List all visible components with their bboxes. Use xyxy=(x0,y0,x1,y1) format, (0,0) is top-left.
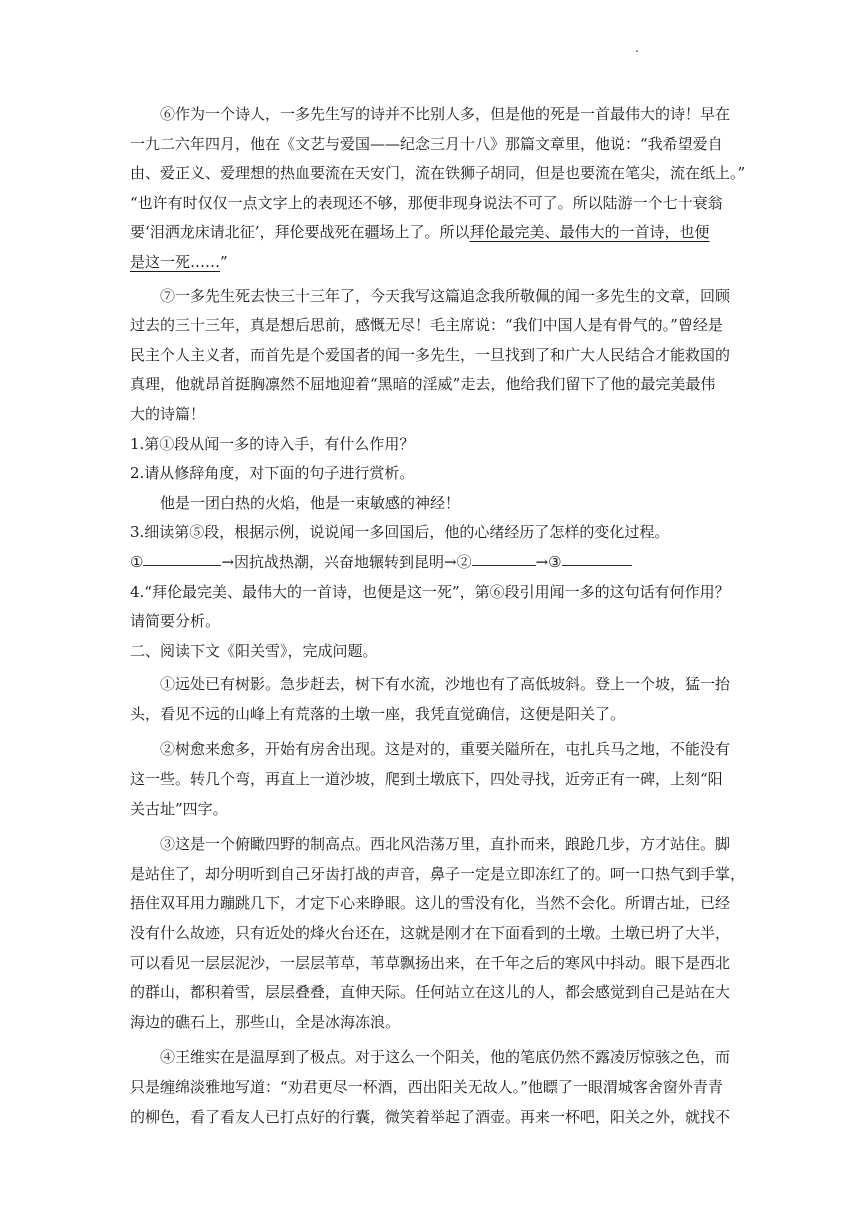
text-line: 的柳色，看了看友人已打点好的行囊，微笑着举起了酒壶。再来一杯吧，阳关之外，就找不 xyxy=(130,1107,731,1126)
answer-label-3: →③ xyxy=(535,552,562,571)
paragraph-7 xyxy=(130,282,732,430)
text-line: 是站住了，却分明听到自己牙齿打战的声音，鼻子一定是立即冻红了的。呵一口热气到手掌， xyxy=(130,864,746,883)
question-4-cont: 请简要分析。 xyxy=(130,612,221,631)
question-2-quote: 他是一团白热的火焰，他是一束敏感的神经！ xyxy=(160,493,461,512)
paragraph-6 xyxy=(130,100,746,278)
underlined-quote: 是这一死…… xyxy=(130,252,221,271)
text-line: 由、爱正义、爱理想的热血要流在天安门，流在铁狮子胡同，但是也要流在笔尖，流在纸上。” xyxy=(130,164,746,183)
text-line: 大的诗篇！ xyxy=(130,404,206,423)
s2-paragraph-4 xyxy=(130,1043,732,1132)
text-line: 一九二六年四月，他在《文艺与爱国——纪念三月十八》那篇文章里，他说：“我希望爱自 xyxy=(130,134,723,153)
text-line: 海边的礁石上，那些山，全是冰海冻浪。 xyxy=(130,1012,401,1031)
question-4: 4.“拜伦最完美、最伟大的一首诗，也便是这一死”，第⑥段引用闻一多的这句话有何作用？ xyxy=(130,582,730,601)
text-line: 关古址”四字。 xyxy=(130,799,228,818)
text-line: 头，看见不远的山峰上有荒落的土墩一座，我凭直觉确信，这便是阳关了。 xyxy=(130,704,626,723)
question-2: 2.请从修辞角度，对下面的句子进行赏析。 xyxy=(130,464,415,483)
text-segment: 要‘泪洒龙床请北征’，拜伦要战死在疆场上了。所以 xyxy=(130,223,470,242)
text-line: ④王维实在是温厚到了极点。对于这么一个阳关，他的笔底仍然不露凌厉惊骇之色，而 xyxy=(160,1048,731,1067)
text-line: 真理，他就昂首挺胸凛然不屈地迎着“黑暗的淫威”走去，他给我们留下了他的最完美最伟 xyxy=(130,375,716,394)
question-3: 3.细读第⑤段，根据示例，说说闻一多回国后，他的心绪经历了怎样的变化过程。 xyxy=(130,523,670,542)
text-line: 只是缠绵淡雅地写道：“劝君更尽一杯酒，西出阳关无故人。”他瞟了一眼渭城客舍窗外青青 xyxy=(130,1078,723,1096)
text-line xyxy=(130,218,732,248)
question-3-answer-line xyxy=(130,548,732,578)
text-line: 可以看见一层层泥沙，一层层苇草，苇草飘扬出来，在千年之后的寒风中抖动。眼下是西北 xyxy=(130,953,731,972)
text-line: 没有什么故迹，只有近处的烽火台还在，这就是刚才在下面看到的土墩。土墩已坍了大半， xyxy=(130,924,731,943)
text-line: ⑥作为一个诗人，一多先生写的诗并不比别人多，但是他的死是一首最伟大的诗！早在 xyxy=(160,105,731,123)
answer-label-1: ① xyxy=(130,552,144,571)
question-list xyxy=(130,430,732,637)
page-dot-mark xyxy=(636,50,638,52)
section-heading: 二、阅读下文《阳关雪》，完成问题。 xyxy=(130,641,378,660)
text-line: 过去的三十三年，真是想后思前，感慨无尽！毛主席说：“我们中国人是有骨气的。”曾经是 xyxy=(130,316,723,335)
text-line: 这一些。转几个弯，再直上一道沙坡，爬到土墩底下，四处寻找，近旁正有一碑，上刻“阳 xyxy=(130,770,723,789)
question-1: 1.第①段从闻一多的诗入手，有什么作用？ xyxy=(130,434,415,453)
s2-paragraph-2 xyxy=(130,735,732,824)
s2-paragraph-3 xyxy=(130,830,746,1037)
text-line: 民主个人主义者，而首先是个爱国者的闻一多先生，一旦找到了和广大人民结合才能救国的 xyxy=(130,345,731,364)
text-line: ②树愈来愈多，开始有房舍出现。这是对的，重要关隘所在，屯扎兵马之地，不能没有 xyxy=(160,740,731,759)
text-line: ⑦一多先生死去快三十三年了，今天我写这篇追念我所敬佩的闻一多先生的文章，回顾 xyxy=(160,286,731,305)
text-line xyxy=(130,248,732,278)
answer-blank-2[interactable] xyxy=(472,548,536,566)
text-line: 捂住双耳用力蹦跳几下，才定下心来睁眼。这儿的雪没有化，当然不会化。所谓古址，已经 xyxy=(130,894,731,913)
text-line: ③这是一个俯瞰四野的制高点。西北风浩荡万里，直扑而来，踉跄几步，方才站住。脚 xyxy=(160,835,731,854)
answer-blank-3[interactable] xyxy=(562,548,632,566)
text-line: ①远处已有树影。急步赶去，树下有水流，沙地也有了高低坡斜。登上一个坡，猛一抬 xyxy=(160,675,731,694)
document-body xyxy=(130,100,746,1132)
underlined-quote: 拜伦最完美、最伟大的一首诗，也便 xyxy=(469,223,710,242)
answer-blank-1[interactable] xyxy=(143,548,221,566)
text-line: 的群山，都积着雪，层层叠叠，直伸天际。任何站立在这儿的人，都会感觉到自己是站在大 xyxy=(130,983,731,1002)
text-line: “也许有时仅仅一点文字上的表现还不够，那便非现身说法不可了。所以陆游一个七十衰翁 xyxy=(130,193,723,212)
answer-arrow-text: →因抗战热潮，兴奋地辗转到昆明→② xyxy=(221,552,472,571)
s2-paragraph-1 xyxy=(130,670,732,729)
text-segment: ” xyxy=(220,252,228,271)
